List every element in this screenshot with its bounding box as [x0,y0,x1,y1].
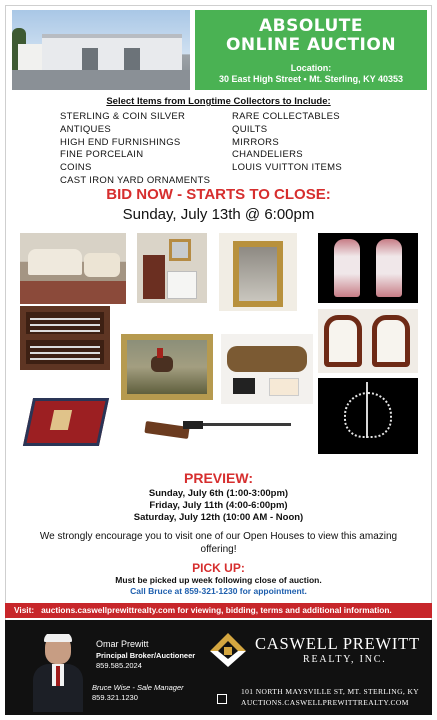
items-heading: Select Items from Longtime Collectors to Include: [106,96,331,107]
close-date: Sunday, July 13th @ 6:00pm [122,206,315,223]
list-item: LOUIS VUITTON ITEMS [232,162,343,174]
brand-name: CASWELL PREWITT [255,634,420,653]
list-item: MIRRORS [232,136,279,148]
armchairs-photo [318,309,418,373]
preview-date: Sunday, July 6th (1:00-3:00pm) [148,488,289,499]
list-item: QUILTS [232,123,268,135]
list-item: HIGH END FURNISHINGS [60,136,181,148]
open-house-note-line1: We strongly encourage you to visit one of our Open Houses to view this amazing [39,531,398,542]
equal-housing-icon [217,694,227,704]
website-link[interactable]: AUCTIONS.CASWELLPREWITTREALTY.COM [241,698,409,707]
agent-title: Principal Broker/Auctioneer [96,651,196,660]
oriental-rug-photo [20,394,112,450]
visit-link[interactable]: auctions.caswellprewittrealty.com for viewing, bidding, terms and additional information. [41,605,392,615]
manager-name: Bruce Wise - Sale Manager [92,683,184,692]
preview-heading: PREVIEW: [184,470,253,486]
silverware-chest-photo [20,306,110,370]
list-item: CAST IRON YARD ORNAMENTS [60,174,211,186]
visit-label: Visit: [14,605,35,615]
hunt-painting-photo [121,334,213,400]
bid-heading: BID NOW - STARTS TO CLOSE: [106,186,331,203]
agent-name: Omar Prewitt [96,639,149,649]
sofa-photo [20,233,126,304]
list-item: CHANDELIERS [232,149,303,161]
antique-furniture-photo [137,233,207,303]
brand-subtitle: REALTY, INC. [303,654,387,665]
gilt-mirror-photo [219,233,297,311]
chandelier-photo [318,378,418,454]
pickup-call-link[interactable]: Call Bruce at 859-321-1230 for appointment. [130,586,307,596]
footer [5,620,432,715]
auction-title-line1: ABSOLUTE [258,16,364,36]
lustre-vases-photo [318,233,418,303]
visit-bar [5,603,432,618]
open-house-note-line2: offering! [200,544,237,555]
location-address: 30 East High Street • Mt. Sterling, KY 40353 [218,74,404,84]
list-item: RARE COLLECTABLES [232,111,340,122]
building-photo [12,10,190,90]
agent-phone[interactable]: 859.585.2024 [96,661,142,670]
list-item: ANTIQUES [60,123,111,135]
list-item: STERLING & COIN SILVER [60,111,186,122]
auction-title-line2: ONLINE AUCTION [225,35,397,55]
list-item: FINE PORCELAIN [60,149,144,161]
list-item: COINS [60,162,92,174]
preview-date: Friday, July 11th (4:00-6:00pm) [149,500,288,511]
auction-title-box [195,10,427,90]
preview-date: Saturday, July 12th (10:00 AM - Noon) [133,512,304,523]
avatar [33,634,83,712]
location-label: Location: [290,63,332,73]
manager-phone[interactable]: 859.321.1230 [92,693,138,702]
office-address: 101 NORTH MAYSVILLE ST, MT. STERLING, KY [241,687,420,696]
items-list-right [232,111,342,175]
house-logo-icon [208,631,248,669]
louis-vuitton-bags-photo [221,334,313,404]
pickup-note: Must be picked up week following close of auction. [115,575,322,585]
pickup-heading: PICK UP: [192,561,245,575]
shotgun-photo [143,410,293,444]
open-house-note [0,530,437,556]
items-list-left [60,111,210,188]
